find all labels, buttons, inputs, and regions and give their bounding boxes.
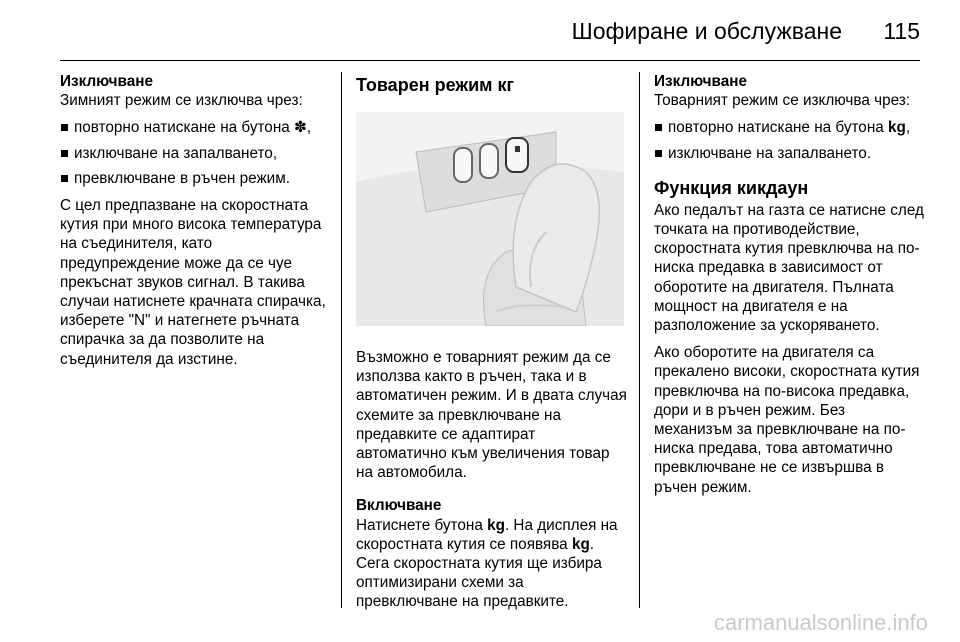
paragraph: Ако оборотите на двигателя са прекалено високи, скоростната кутия превключва на по-висока предавка, дори и в ръчен режим. Без механизъм за превключване на по-ниска предава, това автоматично превключване не се извършва в ръчен режим.: [654, 344, 920, 496]
intro-text: Товарният режим се изключва чрез:: [654, 92, 911, 110]
list-item: изключване на запалването.: [654, 144, 926, 163]
page-header: [0, 0, 960, 58]
column-1: [60, 72, 332, 377]
list-item: повторно натискане на бутона ✽,: [60, 118, 332, 137]
kg-label: kg: [487, 516, 505, 534]
bullet-list: [60, 118, 332, 188]
gear-selector-illustration: [356, 112, 624, 326]
subheading-switch-off-winter: Изключване: [60, 73, 153, 90]
header-rule: [60, 60, 920, 61]
paragraph: Натиснете бутона kg. На дисплея на скоростната кутия се появява kg. Сега скоростната кутия ще избира оптимизирани схеми за превключване на предавките.: [356, 516, 618, 611]
column-2: [356, 72, 628, 620]
header-title: Шофиране и обслужване: [571, 18, 842, 44]
list-item: превключване в ръчен режим.: [60, 169, 332, 188]
subheading-switch-off-load: Изключване: [654, 73, 747, 90]
snowflake-icon: ✽: [294, 118, 307, 137]
paragraph: С цел предпазване на скоростната кутия при много висока температура на съединителя, като предупреждение може да се чуе прекъснат звуков сигнал. В такива случаи натиснете крачната спирачка, изберете "N" и натегнете ръчната спирачка за да позволите на съединителя да изстине.: [60, 197, 326, 368]
column-3: [654, 72, 926, 505]
kg-label: kg: [888, 119, 906, 137]
paragraph: Възможно е товарният режим да се използва както в ръчен, така и в автоматичен режим. И в двата случая схемите за превключване на предавките се адаптират автоматично към увеличения товар на автомобила.: [356, 349, 627, 482]
section-title-kickdown: Функция кикдаун: [654, 177, 809, 198]
list-item: изключване на запалването,: [60, 144, 332, 163]
page-number: 115: [883, 18, 920, 44]
bullet-list: [654, 118, 926, 162]
column-divider-2: [639, 72, 640, 608]
column-divider-1: [341, 72, 342, 608]
list-item: повторно натискане на бутона kg,: [654, 118, 926, 137]
watermark: carmanualsonline.info: [713, 610, 928, 635]
subheading-switch-on: Включване: [356, 497, 442, 515]
kg-label: kg: [571, 535, 590, 553]
section-title-load-mode: Товарен режим кг: [356, 75, 514, 95]
paragraph: Ако педалът на газта се натисне след точката на противодействие, скоростната кутия превключва на по-ниска предавка в зависимост от оборотите на двигателя. Пълната мощност на двигателя е на разположение за ускоряването.: [654, 201, 924, 335]
intro-text: Зимният режим се изключва чрез:: [60, 92, 303, 110]
